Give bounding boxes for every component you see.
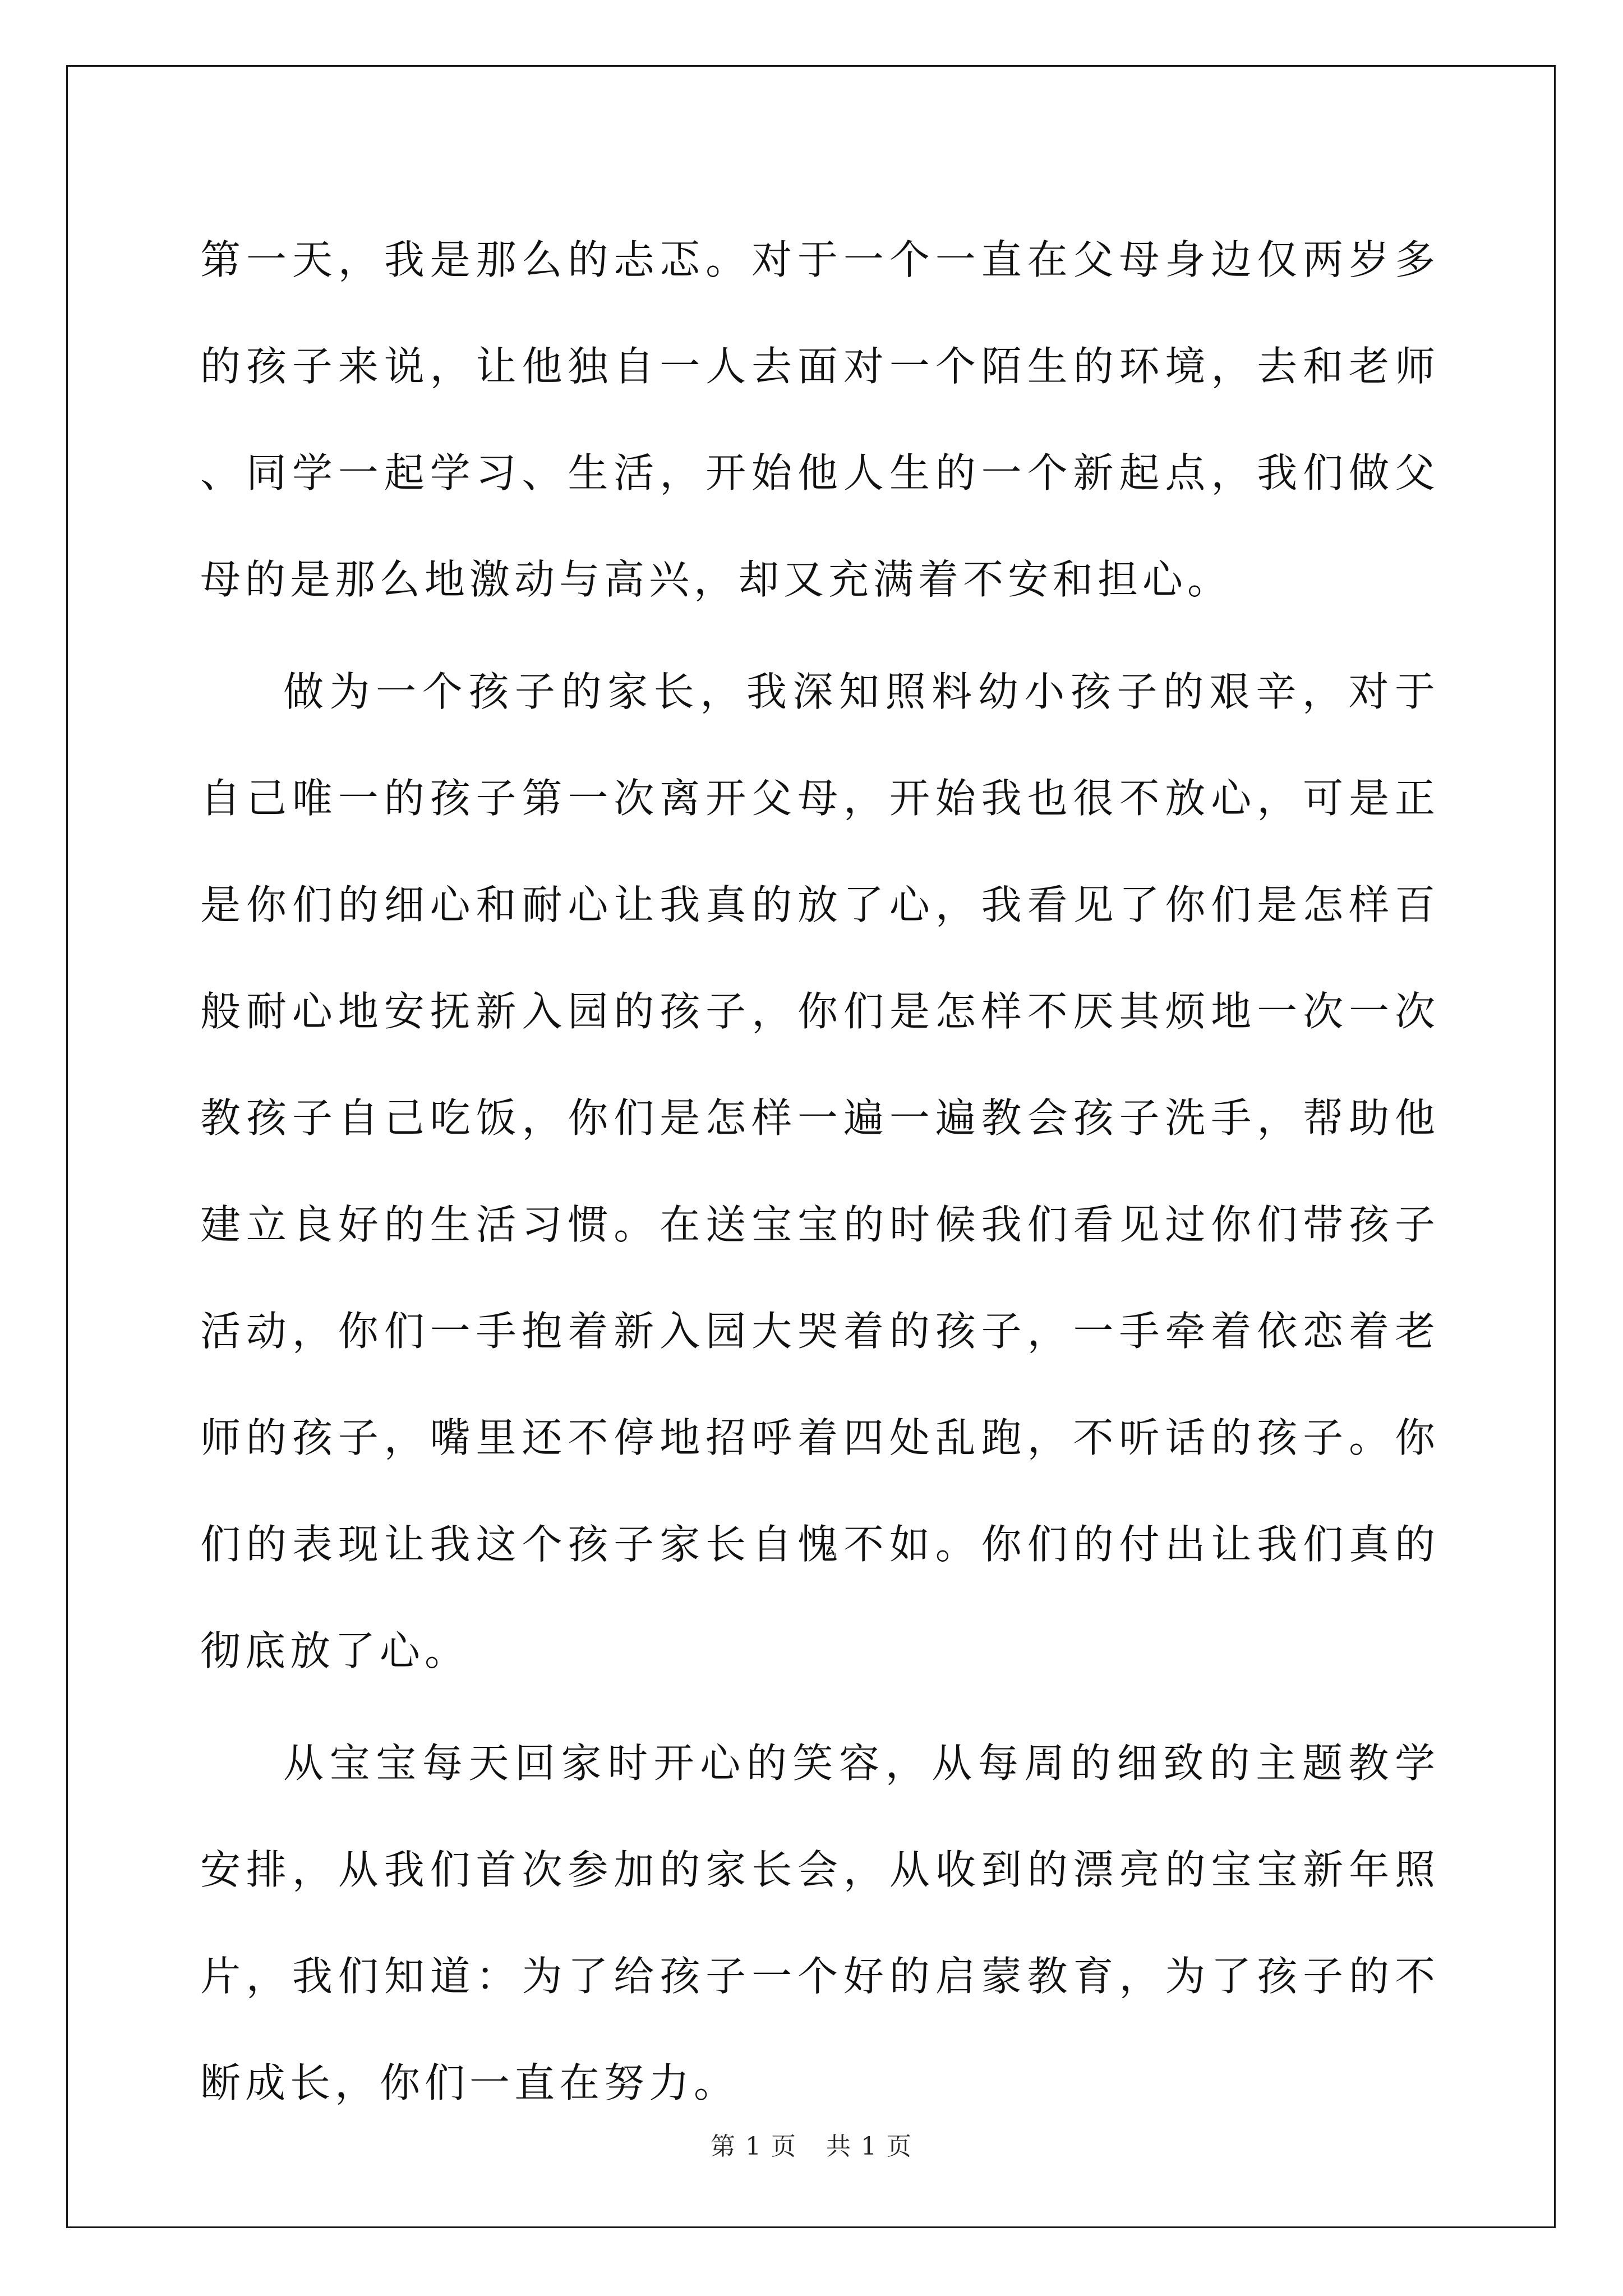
paragraph-2: 做为一个孩子的家长，我深知照料幼小孩子的艰辛，对于自己唯一的孩子第一次离开父母，开始我也很不放心，可是正是你们的细心和耐心让我真的放了心，我看见了你们是怎样百般耐心地安抚新入园的孩子，你们是怎样不厌其烦地一次一次教孩子自己吃饭，你们是怎样一遍一遍教会孩子洗手，帮助他建立良好的生活习惯。在送宝宝的时候我们看见过你们带孩子活动，你们一手抱着新入园大哭着的孩子，一手牵着依恋着老师的孩子，嘴里还不停地招呼着四处乱跑，不听话的孩子。你们的表现让我这个孩子家长自愧不如。你们的付出让我们真的彻底放了心。 — [200, 668, 1440, 1674]
page-total: 共 1 页 — [826, 2132, 912, 2161]
page-number: 第 1 页 — [711, 2132, 797, 2161]
page-footer — [0, 2126, 1623, 2162]
document-body — [200, 206, 1440, 2136]
paragraph-1: 第一天，我是那么的忐忑。对于一个一直在父母身边仅两岁多的孩子来说，让他独自一人去面对一个陌生的环境，去和老师、同学一起学习、生活，开始他人生的一个新起点，我们做父母的是那么地激动与高兴，却又充满着不安和担心。 — [200, 236, 1440, 603]
paragraph-3: 从宝宝每天回家时开心的笑容，从每周的细致的主题教学安排，从我们首次参加的家长会，从收到的漂亮的宝宝新年照片，我们知道：为了给孩子一个好的启蒙教育，为了孩子的不断成长，你们一直在努力。 — [200, 1740, 1440, 2106]
